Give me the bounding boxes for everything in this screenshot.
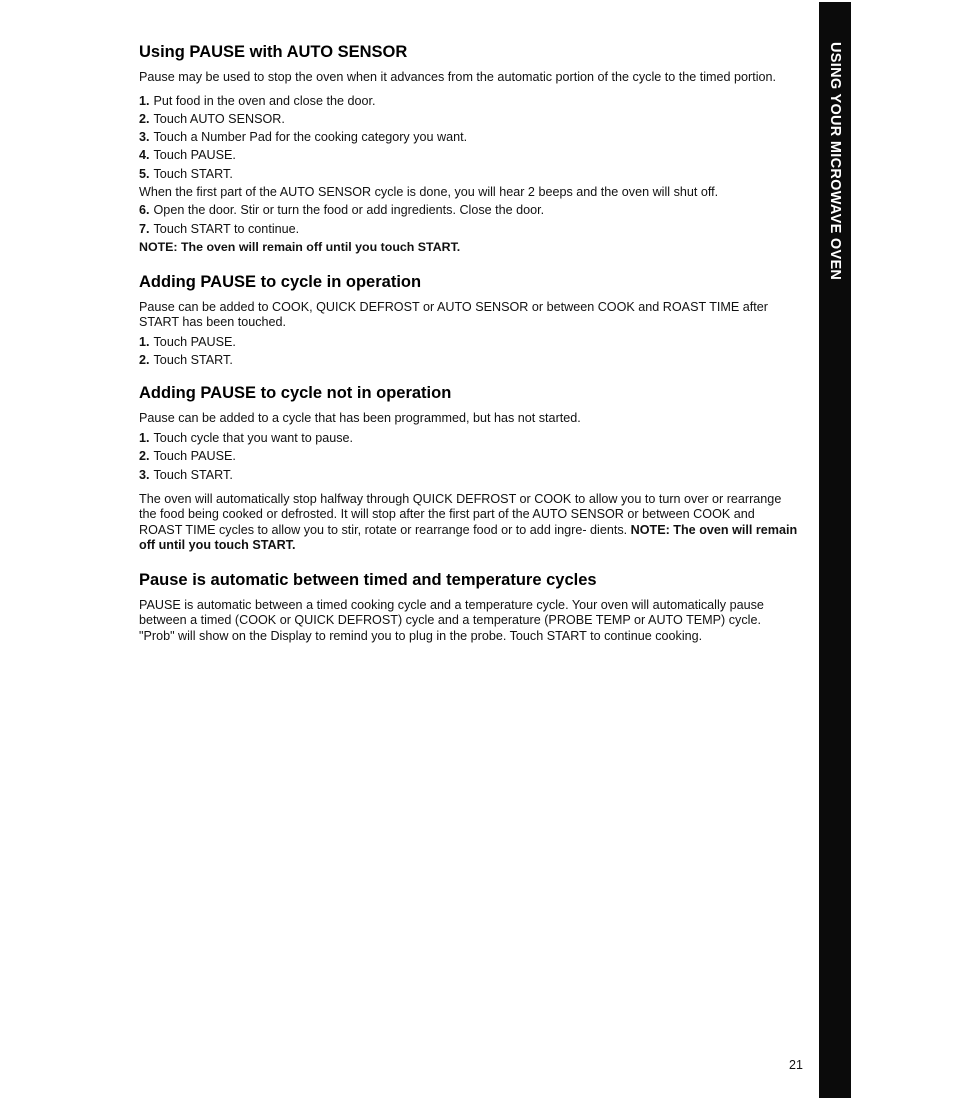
section-title-automatic-pause: Pause is automatic between timed and temperature cycles (139, 570, 597, 589)
step-number: 1. (139, 430, 150, 445)
list-item (139, 333, 799, 351)
steps-list (139, 429, 799, 484)
note-text: NOTE: The oven will remain off until you touch START. (139, 239, 461, 254)
list-item (139, 466, 799, 484)
step-text: Touch START. (153, 166, 233, 181)
step-number: 1. (139, 334, 150, 349)
step-text: Put food in the oven and close the door. (153, 93, 376, 108)
step-text: Touch START. (153, 467, 233, 482)
step-number: 2. (139, 111, 150, 126)
list-item (139, 447, 799, 465)
list-item (139, 92, 799, 110)
step-number: 5. (139, 166, 150, 181)
list-item (139, 110, 799, 128)
middle-paragraph: When the first part of the AUTO SENSOR cycle is done, you will hear 2 beeps and the oven will shut off. (139, 184, 719, 199)
list-item (139, 351, 799, 369)
step-number: 3. (139, 467, 150, 482)
list-item (139, 220, 799, 238)
section-paragraph: PAUSE is automatic between a timed cooking cycle and a temperature cycle. Your oven will automatically pause between a timed (COOK or QUICK DEFROST) cycle and a temperature (PROBE TEMP or AUTO TEMP) cycle. "Prob" will show on the Display to remind you to plug in the probe. Touch START to continue cooking. (139, 597, 764, 643)
steps-list (139, 92, 799, 183)
list-item (139, 201, 799, 219)
step-number: 2. (139, 449, 150, 464)
step-text: Open the door. Stir or turn the food or add ingredients. Close the door. (153, 203, 545, 218)
step-text: Touch cycle that you want to pause. (153, 430, 354, 445)
step-number: 4. (139, 148, 150, 163)
section-title-pause-in-operation: Adding PAUSE to cycle in operation (139, 272, 422, 291)
step-text: Touch START to continue. (153, 221, 300, 236)
page-number: 21 (789, 1058, 803, 1072)
step-number: 2. (139, 353, 150, 368)
step-text: Touch START. (153, 353, 233, 368)
step-number: 3. (139, 130, 150, 145)
step-number: 6. (139, 203, 150, 218)
step-text: Touch a Number Pad for the cooking category you want. (153, 130, 468, 145)
step-text: Touch PAUSE. (153, 449, 236, 464)
list-item (139, 146, 799, 164)
step-number: 1. (139, 93, 150, 108)
section-intro: Pause may be used to stop the oven when it advances from the automatic portion of the cycle to the timed portion. (139, 70, 777, 84)
chapter-tab (819, 2, 851, 1098)
section-title-pause-not-in-operation: Adding PAUSE to cycle not in operation (139, 384, 452, 403)
chapter-tab-label: USING YOUR MICROWAVE OVEN (827, 42, 843, 281)
note-text: NOTE: The oven will remain off until you touch START. (139, 522, 798, 553)
section-intro: Pause can be added to a cycle that has been programmed, but has not started. (139, 411, 581, 426)
paragraph-text: The oven will automatically stop halfway through QUICK DEFROST or COOK to allow you to turn over or rearrange the food being cooked or defrosted. It will stop after the first part of the AUTO SENSOR or between COOK and ROAST TIME cycles to allow you to stir, rotate or rearrange food or to add ingre- dients. (139, 491, 782, 537)
section-title-pause-auto-sensor: Using PAUSE with AUTO SENSOR (139, 43, 408, 61)
steps-list-continued (139, 201, 799, 238)
list-item (139, 165, 799, 183)
section-intro: Pause can be added to COOK, QUICK DEFROST or AUTO SENSOR or between COOK and ROAST TIME after START has been touched. (139, 299, 769, 330)
list-item (139, 128, 799, 146)
page-content (139, 42, 799, 650)
list-item (139, 429, 799, 447)
step-text: Touch PAUSE. (153, 148, 236, 163)
steps-list (139, 333, 799, 370)
halfway-paragraph (139, 492, 799, 554)
step-text: Touch AUTO SENSOR. (153, 111, 285, 126)
step-number: 7. (139, 221, 150, 236)
step-text: Touch PAUSE. (153, 334, 236, 349)
